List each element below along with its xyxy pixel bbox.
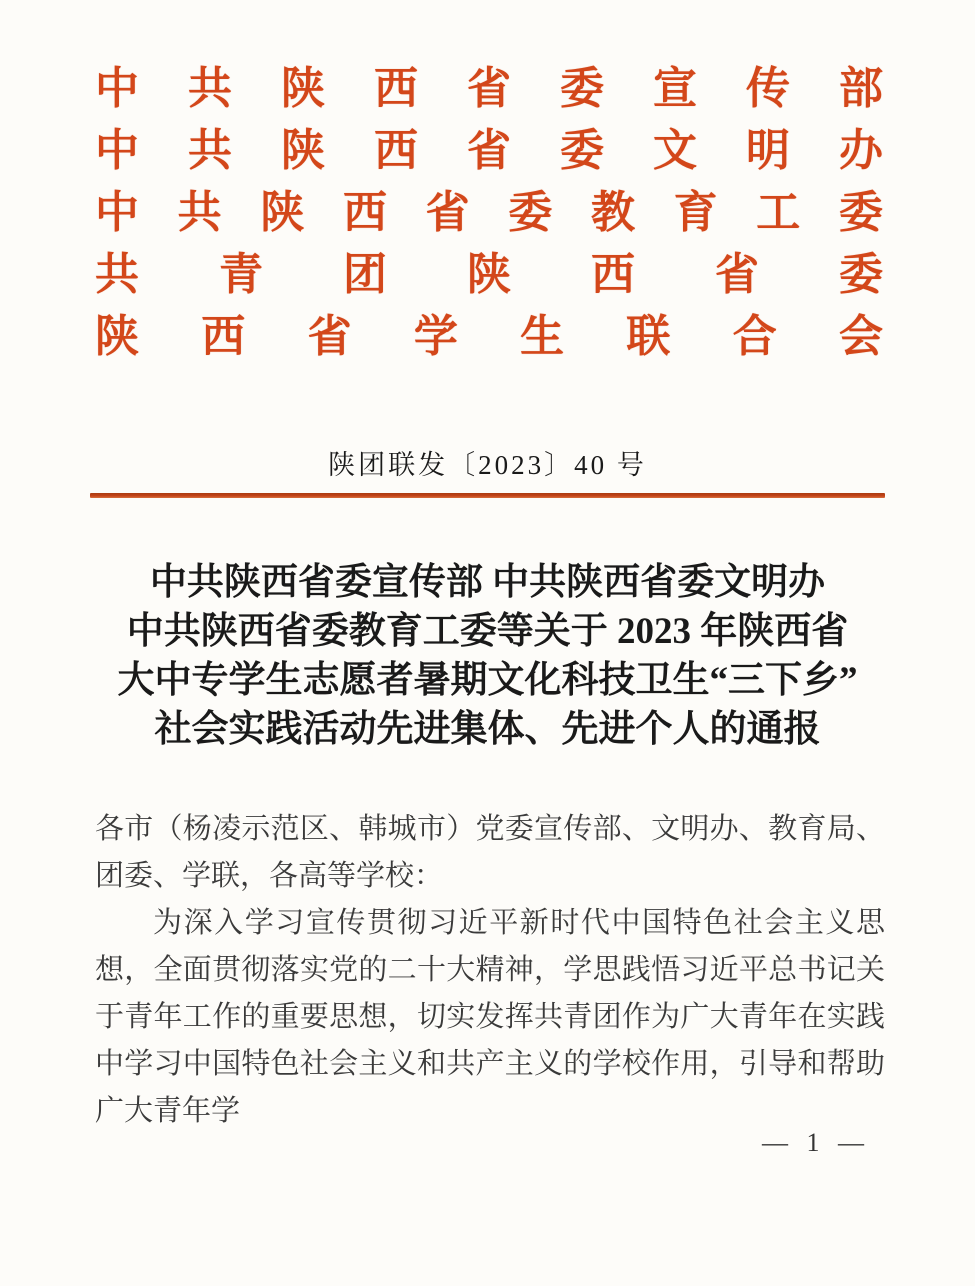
document-title xyxy=(48,558,927,754)
body-paragraph: 为深入学习宣传贯彻习近平新时代中国特色社会主义思想，全面贯彻落实党的二十大精神，学思践悟习近平总书记关于青年工作的重要思想，切实发挥共青团作为广大青年在实践中学习中国特色社会主义和共产主义的学校作用，引导和帮助广大青年学 xyxy=(95,907,885,1127)
document-body xyxy=(95,806,885,1135)
red-divider-rule xyxy=(90,493,885,498)
title-line: 中共陕西省委宣传部 中共陕西省委文明办 xyxy=(149,562,826,603)
title-line: 社会实践活动先进集体、先进个人的通报 xyxy=(154,709,821,750)
title-line: 中共陕西省委教育工委等关于 2023 年陕西省 xyxy=(126,611,849,652)
page-number: — 1 — xyxy=(762,1128,870,1157)
letterhead-line-student-federation: 陕 西 省 学 生 联 合 会 xyxy=(95,312,883,361)
letterhead-line-education-work-committee: 中 共 陕 西 省 委 教 育 工 委 xyxy=(95,188,883,237)
letterhead-line-civilization-office: 中 共 陕 西 省 委 文 明 办 xyxy=(95,126,883,175)
salutation-paragraph: 各市（杨凌示范区、韩城市）党委宣传部、文明办、教育局、团委、学联，各高等学校： xyxy=(95,813,885,892)
letterhead-line-propaganda-dept: 中 共 陕 西 省 委 宣 传 部 xyxy=(95,64,883,113)
letterhead xyxy=(95,66,883,376)
document-number: 陕团联发〔2023〕40 号 xyxy=(328,450,647,480)
title-line: 大中专学生志愿者暑期文化科技卫生“三下乡” xyxy=(117,660,858,701)
letterhead-line-youth-league-committee: 共 青 团 陕 西 省 委 xyxy=(95,250,883,299)
